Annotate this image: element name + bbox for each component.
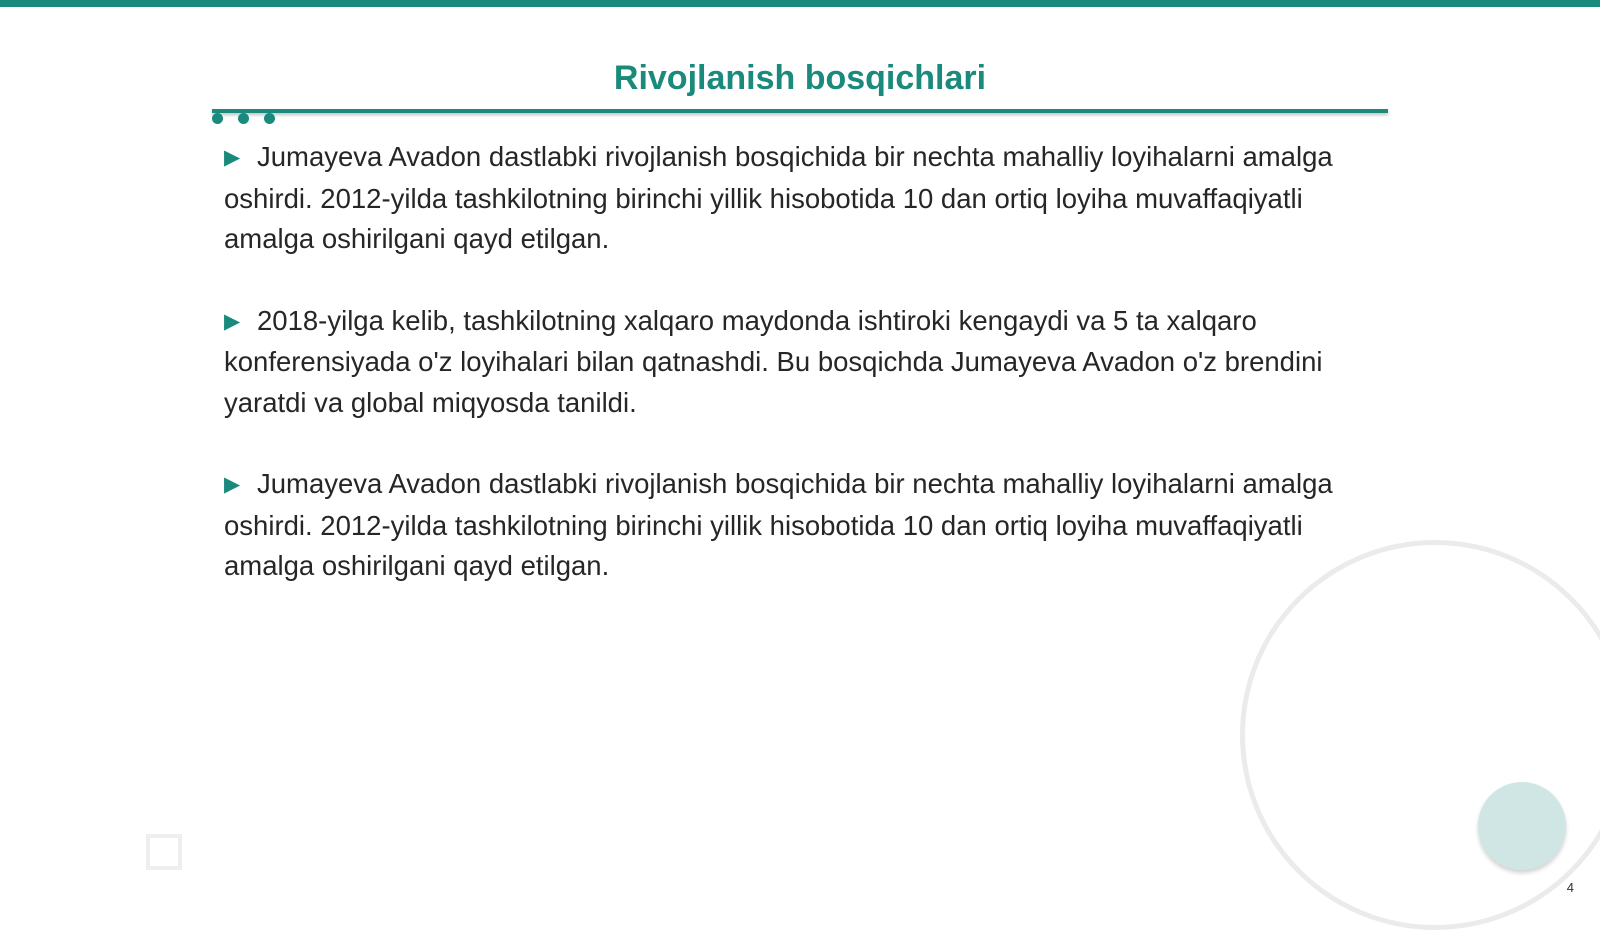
- triangle-right-icon: ▶: [224, 473, 241, 496]
- top-accent-bar: [0, 0, 1600, 7]
- bullet-paragraph-2: [224, 301, 1384, 424]
- page-number: 4: [1566, 880, 1574, 895]
- bullet-paragraph-3: [224, 464, 1384, 587]
- slide-title: Rivojlanish bosqichlari: [613, 59, 987, 97]
- bullet-paragraph-1: [224, 137, 1384, 260]
- paragraph-text: Jumayeva Avadon dastlabki rivojlanish bosqichida bir nechta mahalliy loyihalarni amalga oshirdi. 2012-yilda tashkilotning birinchi yillik hisobotida 10 dan ortiq loyiha muvaffaqiyatli amalga oshirilgani qayd etilgan.: [224, 468, 1333, 581]
- decorative-ring: [1240, 540, 1600, 930]
- triangle-right-icon: ▶: [224, 309, 241, 333]
- triangle-right-icon: ▶: [224, 146, 241, 169]
- paragraph-text: 2018-yilga kelib, tashkilotning xalqaro maydonda ishtiroki kengaydi va 5 ta xalqaro konferensiyada o'z loyihalari bilan qatnashdi. Bu bosqichda Jumayeva Avadon o'z brendini yaratdi va global miqyosda tanildi.: [224, 304, 1323, 418]
- decorative-bubble: [1478, 782, 1566, 870]
- decorative-dots: [212, 113, 282, 125]
- title-underline: [212, 109, 1388, 113]
- dot-icon: [264, 113, 275, 124]
- decorative-square: [146, 834, 182, 870]
- paragraph-text: Jumayeva Avadon dastlabki rivojlanish bosqichida bir nechta mahalliy loyihalarni amalga oshirdi. 2012-yilda tashkilotning birinchi yillik hisobotida 10 dan ortiq loyiha muvaffaqiyatli amalga oshirilgani qayd etilgan.: [224, 141, 1333, 254]
- dot-icon: [238, 113, 249, 124]
- dot-icon: [212, 113, 223, 124]
- slide-content: [224, 137, 1384, 628]
